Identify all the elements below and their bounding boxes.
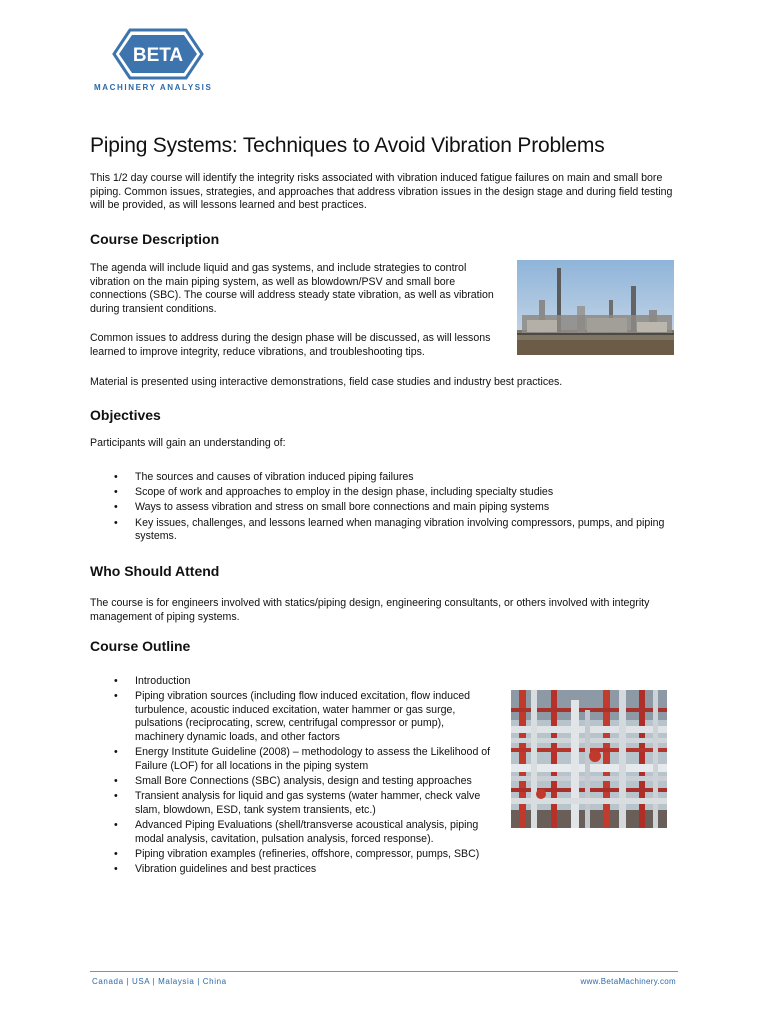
list-item xyxy=(114,486,674,500)
list-item xyxy=(114,471,674,485)
refinery-photo xyxy=(517,260,674,355)
course-outline-list xyxy=(114,675,492,878)
objectives-heading: Objectives xyxy=(90,407,161,423)
logo-tagline: MACHINERY ANALYSIS xyxy=(94,83,213,92)
list-item-text: Advanced Piping Evaluations (shell/transverse acoustical analysis, piping modal analysis, cavitation, pulsation analysis, forced response). xyxy=(135,818,479,845)
list-item-text: Small Bore Connections (SBC) analysis, design and testing approaches xyxy=(135,774,472,787)
bullet-icon: • xyxy=(114,690,118,703)
page-title: Piping Systems: Techniques to Avoid Vibration Problems xyxy=(90,134,605,157)
list-item xyxy=(114,501,674,515)
logo-hexagon-icon xyxy=(112,28,204,80)
list-item-text: Piping vibration sources (including flow induced excitation, flow induced turbulence, acoustic induced excitation, water hammer or gas surge, pulsations (reciprocating, screw, centrifugal compressor or pump), machinery dynamic loads, and other factors xyxy=(135,690,471,743)
list-item-text: Ways to assess vibration and stress on small bore connections and main piping systems xyxy=(135,501,550,514)
list-item xyxy=(114,675,492,689)
bullet-icon: • xyxy=(114,501,118,514)
list-item-text: Piping vibration examples (refineries, offshore, compressor, pumps, SBC) xyxy=(135,847,480,860)
list-item-text: Vibration guidelines and best practices xyxy=(135,862,317,875)
piping-photo xyxy=(511,690,667,828)
list-item xyxy=(114,517,674,544)
bullet-icon: • xyxy=(114,790,118,803)
footer-locations: Canada | USA | Malaysia | China xyxy=(92,977,227,986)
course-description-heading: Course Description xyxy=(90,231,220,247)
bullet-icon: • xyxy=(114,862,118,875)
footer-website-link[interactable]: www.BetaMachinery.com xyxy=(580,977,676,986)
who-should-attend-text: The course is for engineers involved with statics/piping design, engineering consultants, or others involved with integrity management of piping systems. xyxy=(90,597,650,623)
list-item-text: Transient analysis for liquid and gas systems (water hammer, check valve slam, blowdown, ESD, tank system transients, etc.) xyxy=(135,790,481,816)
list-item xyxy=(114,790,492,817)
list-item xyxy=(114,848,492,862)
objectives-lead: Participants will gain an understanding of: xyxy=(90,437,286,449)
list-item xyxy=(114,746,492,773)
list-item-text: Introduction xyxy=(135,675,191,687)
bullet-icon: • xyxy=(114,516,118,529)
course-description-p1: The agenda will include liquid and gas systems, and include strategies to control vibration on the main piping system, as well as blowdown/PSV and small bore connections (SBC). The course will address steady state vibration, as well as vibration during transient conditions. xyxy=(90,262,494,315)
bullet-icon: • xyxy=(114,486,118,499)
bullet-icon: • xyxy=(114,471,118,483)
course-description-p2: Common issues to address during the design phase will be discussed, as will lessons learned to improve integrity, reduce vibrations, and troubleshooting tips. xyxy=(90,332,491,358)
bullet-icon: • xyxy=(114,746,118,759)
course-description-p3: Material is presented using interactive demonstrations, field case studies and industry best practices. xyxy=(90,376,563,388)
intro-paragraph: This 1/2 day course will identify the integrity risks associated with vibration induced fatigue failures on main and small bore piping. Common issues, strategies, and approaches that address vibration issues in the design stage and during field testing will be provided, as will lessons learned and best practices. xyxy=(90,172,673,212)
bullet-icon: • xyxy=(114,675,118,687)
bullet-icon: • xyxy=(114,774,118,787)
list-item xyxy=(114,690,492,744)
list-item-text: Energy Institute Guideline (2008) – methodology to assess the Likelihood of Failure (LOF) for all locations in the piping system xyxy=(135,746,491,772)
who-should-attend-heading: Who Should Attend xyxy=(90,563,220,579)
logo-mark-text: BETA xyxy=(132,45,184,66)
list-item-text: The sources and causes of vibration induced piping failures xyxy=(135,471,414,483)
list-item-text: Scope of work and approaches to employ in the design phase, including specialty studies xyxy=(135,486,554,499)
objectives-list xyxy=(114,471,674,545)
course-outline-heading: Course Outline xyxy=(90,638,191,654)
footer-divider xyxy=(90,971,678,972)
bullet-icon: • xyxy=(114,818,118,831)
list-item xyxy=(114,863,492,877)
list-item-text: Key issues, challenges, and lessons learned when managing vibration involving compressors, pumps, and piping systems. xyxy=(135,516,665,543)
bullet-icon: • xyxy=(114,847,118,860)
list-item xyxy=(114,775,492,789)
list-item xyxy=(114,819,492,846)
company-logo xyxy=(94,28,226,94)
